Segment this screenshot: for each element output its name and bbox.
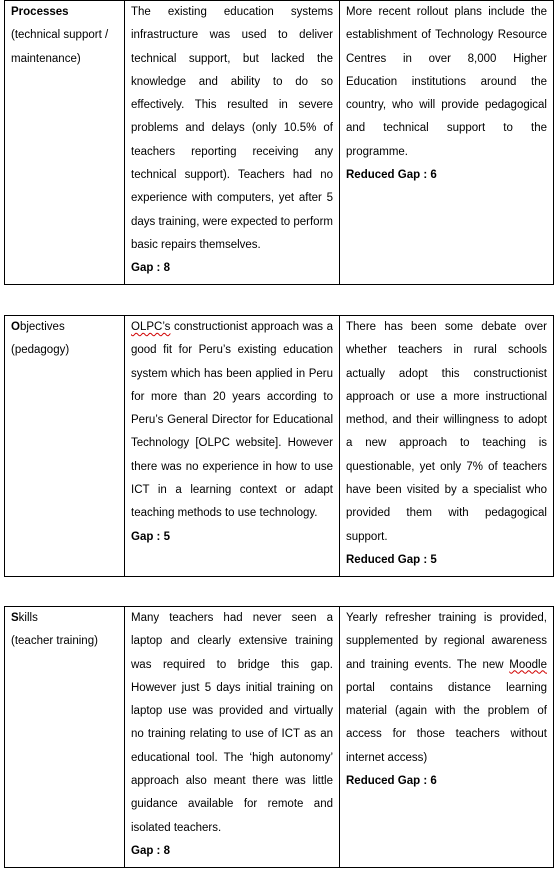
category-cell xyxy=(5,1,125,285)
response-text: More recent rollout plans include the establishment of Technology Resource Centres in over 8,000 Higher Education institutions around the country, who will provide pedagogical and technical support to the programme. xyxy=(346,6,547,158)
response-text-part2: portal contains distance learning material (again with the problem of access for those teachers without internet access) xyxy=(346,681,547,764)
category-heading-text: bjectives xyxy=(19,321,65,333)
gap-score: Gap : 5 xyxy=(131,530,170,543)
problem-cell xyxy=(125,1,340,285)
category-heading xyxy=(11,607,118,630)
category-subheading: (pedagogy) xyxy=(11,344,70,357)
category-heading: Processes xyxy=(11,6,69,18)
category-heading-text: kills xyxy=(18,612,38,624)
objectives-table xyxy=(4,315,554,577)
problem-text: The existing education systems infrastructure was used to deliver technical support, but lacked the knowledge and ability to do so effectively. This resulted in severe problems and delays (only 10.5% of teachers reporting receiving any technical support). Teachers had no experience with computers, yet after 5 days training, were expected to perform basic repairs themselves. xyxy=(131,6,333,251)
spellcheck-word: OLPC’s xyxy=(131,321,171,333)
problem-cell xyxy=(125,607,340,868)
response-text: There has been some debate over whether teachers in rural schools actually adopt this constructionist approach or use a more instructional method, and their willingness to adopt a new approach to teaching is questionable, yet only 7% of teachers have been visited by a specialist who provided them with pedagogical support. xyxy=(346,321,547,543)
gap-score: Gap : 8 xyxy=(131,262,170,275)
response-cell xyxy=(340,607,554,868)
category-subheading: (teacher training) xyxy=(11,635,98,648)
category-cell xyxy=(5,607,125,868)
category-heading-initial: S xyxy=(11,612,19,624)
processes-table xyxy=(4,0,554,285)
gap-score: Gap : 8 xyxy=(131,844,170,857)
category-subheading: (technical support / maintenance) xyxy=(11,29,109,65)
reduced-gap-score: Reduced Gap : 5 xyxy=(346,553,437,566)
problem-text: Many teachers had never seen a laptop and clearly extensive training was required to bridge this gap. However just 5 days initial training on laptop use was provided and virtually no training relating to use of ICT as an educational tool. The ‘high autonomy’ approach also meant there was little guidance available for remote and isolated teachers. xyxy=(131,612,333,834)
problem-text: constructionist approach was a good fit for Peru’s existing education system which has been applied in Peru for more than 20 years according to Peru’s General Director for Educational Technology [OLPC website]. However there was no experience in how to use ICT in a learning context or adapt teaching methods to use technology. xyxy=(131,321,333,520)
reduced-gap-score: Reduced Gap : 6 xyxy=(346,169,437,182)
reduced-gap-score: Reduced Gap : 6 xyxy=(346,775,437,788)
category-cell xyxy=(5,316,125,577)
skills-table xyxy=(4,606,554,868)
category-heading: Objectives xyxy=(11,321,65,333)
table-row xyxy=(5,316,554,577)
spellcheck-word: Moodle xyxy=(509,658,547,671)
table-row xyxy=(5,607,554,868)
response-text-part1: Yearly refresher training is provided, supplemented by regional awareness and training events. The new xyxy=(346,612,547,671)
response-cell xyxy=(340,1,554,285)
problem-cell xyxy=(125,316,340,577)
response-cell xyxy=(340,316,554,577)
table-row xyxy=(5,1,554,285)
